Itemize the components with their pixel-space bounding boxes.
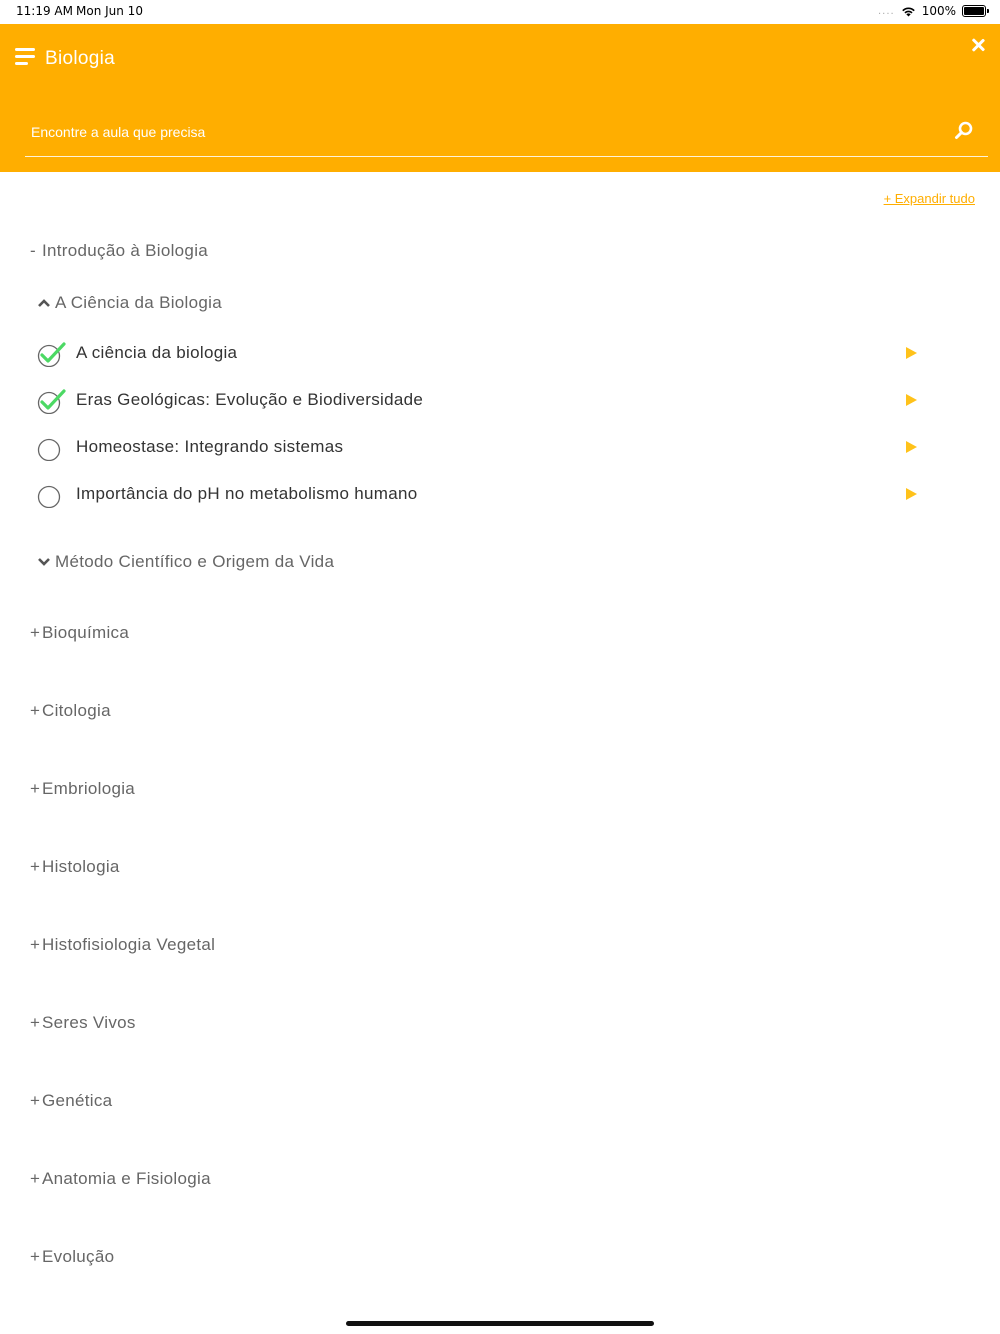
- section-label: Citologia: [42, 701, 111, 720]
- section-toggle: +: [30, 1169, 41, 1188]
- section-toggle: +: [30, 701, 41, 720]
- search-icon[interactable]: [954, 120, 974, 140]
- wifi-icon: [901, 6, 916, 17]
- lesson-title: A ciência da biologia: [76, 343, 238, 362]
- section-label: Anatomia e Fisiologia: [42, 1169, 211, 1188]
- subsection-label: Método Científico e Origem da Vida: [55, 552, 335, 571]
- completed-check-icon: [37, 388, 67, 414]
- battery-percentage: 100%: [921, 4, 956, 18]
- section-introducao-biologia[interactable]: [30, 241, 208, 261]
- play-icon[interactable]: [906, 488, 917, 500]
- search-input[interactable]: [31, 124, 931, 140]
- section-label: Histofisiologia Vegetal: [42, 935, 216, 954]
- subsection-metodo-cientifico[interactable]: [37, 552, 334, 572]
- home-indicator[interactable]: [346, 1321, 654, 1326]
- section-toggle: +: [30, 1091, 41, 1110]
- section-evolucao[interactable]: [30, 1247, 114, 1267]
- section-embriologia[interactable]: [30, 779, 135, 799]
- incomplete-circle-icon: [37, 482, 67, 508]
- status-time: 11:19 AM: [16, 4, 73, 18]
- section-label: Seres Vivos: [42, 1013, 136, 1032]
- section-toggle: -: [30, 241, 36, 260]
- status-date: Mon Jun 10: [76, 4, 143, 18]
- signal-dots: ....: [877, 5, 895, 17]
- section-bioquimica[interactable]: [30, 623, 129, 643]
- incomplete-circle-icon: [37, 435, 67, 461]
- lesson-item[interactable]: [37, 384, 927, 416]
- section-toggle: +: [30, 935, 41, 954]
- section-label: Bioquímica: [42, 623, 130, 642]
- section-anatomia-fisiologia[interactable]: [30, 1169, 211, 1189]
- section-label: Introdução à Biologia: [42, 241, 209, 260]
- status-bar: [0, 0, 1000, 24]
- page-title: Biologia: [45, 48, 116, 69]
- lesson-item[interactable]: [37, 431, 927, 463]
- section-citologia[interactable]: [30, 701, 111, 721]
- section-label: Histologia: [42, 857, 120, 876]
- lesson-item[interactable]: [37, 337, 927, 369]
- section-label: Genética: [42, 1091, 113, 1110]
- section-label: Embriologia: [42, 779, 136, 798]
- subsection-ciencia-biologia[interactable]: [37, 293, 222, 313]
- play-icon[interactable]: [906, 441, 917, 453]
- status-right: [878, 4, 986, 18]
- chevron-down-icon: [37, 557, 51, 567]
- section-seres-vivos[interactable]: [30, 1013, 136, 1033]
- section-toggle: +: [30, 623, 41, 642]
- play-icon[interactable]: [906, 347, 917, 359]
- lesson-title: Homeostase: Integrando sistemas: [76, 437, 344, 456]
- close-icon[interactable]: [971, 38, 985, 52]
- section-histofisiologia-vegetal[interactable]: [30, 935, 215, 955]
- lesson-item[interactable]: [37, 478, 927, 510]
- chevron-up-icon: [37, 298, 51, 308]
- subsection-label: A Ciência da Biologia: [55, 293, 222, 312]
- section-histologia[interactable]: [30, 857, 120, 877]
- section-toggle: +: [30, 1247, 41, 1266]
- battery-level: [964, 7, 984, 15]
- battery-icon: [962, 5, 986, 17]
- play-icon[interactable]: [906, 394, 917, 406]
- expand-all-link[interactable]: + Expandir tudo: [883, 191, 975, 206]
- hamburger-menu-icon[interactable]: [15, 48, 35, 66]
- completed-check-icon: [37, 341, 67, 367]
- section-genetica[interactable]: [30, 1091, 112, 1111]
- lesson-title: Eras Geológicas: Evolução e Biodiversidade: [76, 390, 424, 409]
- section-label: Evolução: [42, 1247, 115, 1266]
- section-toggle: +: [30, 1013, 41, 1032]
- lesson-title: Importância do pH no metabolismo humano: [76, 484, 418, 503]
- search-bar: [25, 110, 988, 157]
- section-toggle: +: [30, 779, 41, 798]
- app-header: [0, 24, 1000, 172]
- section-toggle: +: [30, 857, 41, 876]
